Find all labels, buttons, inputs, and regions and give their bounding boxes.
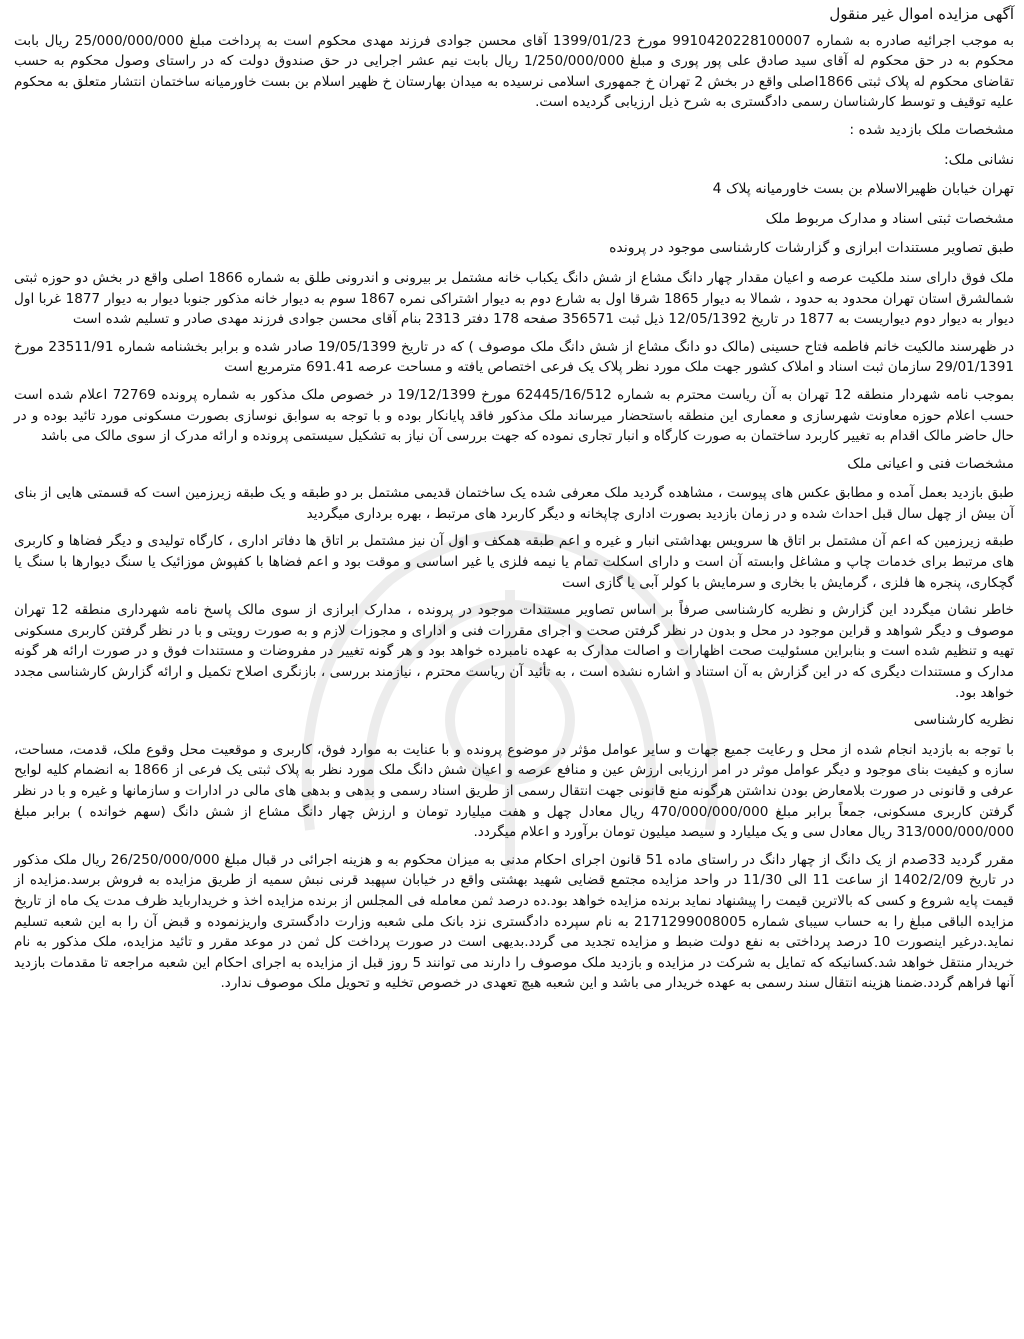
heading-address: نشانی ملک:	[943, 151, 1014, 168]
registry-note: طبق تصاویر مستندات ابرازی و گزارشات کارشناسی موجود در پرونده	[609, 240, 1014, 257]
opinion-paragraph: با توجه به بازدید انجام شده از محل و رعایت جمیع جهات و سایر عوامل مؤثر در موضوع پرونده و با عنایت به موارد فوق، کاربری و موقعیت محل وقوع ملک، قدمت، مساحت، سازه و کیفیت بنای موجود و دیگر عوامل موثر در امر ارزیابی ارزش عین و منافع عرصه و اعیان شش دانگ ملک مورد نظر به پلاک ثبتی یک فرعی از 1866 به انضمام کلیه لوایح عرفی و قانونی در صورت بلامعارض بودن نداشتن هرگونه منع قانونی جهت انتقال رسمی از طریق اسناد رسمی و بدهی و بدهی های مالی در ادارات و سازمانها و غیره و با در نظر گرفتن کاربری مسکونی، جمعاً برابر مبلغ 470/000/000/000 ریال معادل چهل و هفت میلیارد تومان و ارزش چهار دانگ مشاع از شش دانگ (سهم خوانده ) برابر مبلغ 313/000/000/000 ریال معادل سی و یک میلیارد و سیصد میلیون تومان برآورد و اعلام میگردد.	[14, 741, 1015, 841]
co-owner-paragraph: در ظهرسند مالکیت خانم فاطمه فتاح حسینی (مالک دو دانگ مشاع از شش دانگ ملک موصوف ) که در تاریخ 19/05/1399 صادر شده و برابر بخشنامه شماره 23511/91 مورخ 29/01/1391 سازمان ثبت اسناد و املاک کشور جهت ملک مورد نظر پلاک یک فرعی اختصاص یافته و مساحت عرصه 691.41 مترمربع است	[14, 338, 1014, 376]
heading-property-specs: مشخصات ملک بازدید شده :	[849, 121, 1014, 138]
notice-title: آگهی مزایده اموال غیر منقول	[829, 5, 1014, 23]
auction-terms-paragraph: مقرر گردید 33صدم از یک دانگ از چهار دانگ در راستای ماده 51 قانون اجرای احکام مدنی به میزان محکوم به و هزینه اجرائی در قبال مبلغ 26/250/000/000 ریال ملک مذکور در تاریخ 1402/2/09 از ساعت 11 الی 11/30 در واحد مزایده مجتمع قضایی شهید بهشتی واقع در خیابان سپهبد قرنی نبش سمیه از طریق مزایده به فروش برسد.مزایده از قیمت پایه شروع و کسی که بالاترین قیمت را پیشنهاد نماید برنده مزایده خواهد بود.ده درصد ثمن معامله فی المجلس از برنده مزایده اخذ و خریدارباید ظرف مدت یک ماه از تاریخ مزایده الباقی مبلغ را به حساب سیبای شماره 2171299008005 به نام سپرده دادگستری نزد بانک ملی شعبه وزارت دادگستری واریزنموده و قبض آن را به این شعبه تسلیم نماید.درغیر اینصورت 10 درصد پرداختی به نفع دولت ضبط و مزایده تجدید می گردد.بدیهی است در صورت پرداخت کل ثمن در موعد مقرر و تائید مزایده، ملک مذکور به نام خریدار منتقل خواهد شد.کسانیکه که تمایل به شرکت در مزایده و بازدید ملک موصوف را دارند می توانند 5 روز قبل از مزایده به اجرای احکام این شعبه مراجعه تا مقدمات بازدید آنها فراهم گردد.ضمنا هزینه انتقال سند رسمی به عهده خریدار می باشد و این شعبه هیچ تعهدی در خصوص تخلیه و تحویل ملک موصوف ندارد.	[14, 851, 1015, 992]
disclaimer-paragraph: خاطر نشان میگردد این گزارش و نظریه کارشناسی صرفاً بر اساس تصاویر مستندات موجود در پرونده ، مدارک ابرازی از سوی مالک پاسخ نامه شهرداری منطقه 12 تهران موصوف و دیگر شواهد و قراین موجود در محل و بدون در نظر گرفتن صحت و اجرای مقررات فنی و ادارای و مجوزات لازم و به صورت رویتی و با در نظر گرفتن کاربری مسکونی تهیه و تنظیم شده است و بنابراین مسئولیت صحت اظهارات و اصالت مدارک به عهده نامبرده خواهد بود و هر گونه تغییر در مفروضات و مستندات فوق و در صورت ارائه هر گونه مدارک و مستندات دیگری که در این گزارش به آن استناد و اشاره نشده است ، به تأئید آن ریاست محترم ، نیازمند بررسی ، بازنگری اصلاح تکمیل و ارائه گزارش کارشناسی مجدد خواهد بود.	[14, 602, 1014, 701]
municipality-paragraph: بموجب نامه شهردار منطقه 12 تهران به آن ریاست محترم به شماره 62445/16/512 مورخ 19/12/1399 در خصوص ملک مذکور به شماره پرونده 72769 اعلام شده است حسب اعلام حوزه معاونت شهرسازی و معماری این منطقه باستحضار میرساند ملک مذکور فاقد پایانکار بوده و با توجه به سوابق نوسازی بصورت مسکونی مورد تائید بوده و در حال حاضر مالک اقدام به تغییر کاربرد ساختمان به صورت کارگاه و انبار تجاری نموده که جهت بررسی آن نیاز به تشکیل سیستمی پرونده و ارائه مدرک از سوی مالک می باشد	[14, 386, 1014, 445]
heading-expert-opinion: نظریه کارشناسی	[913, 712, 1014, 729]
basement-paragraph: طبقه زیرزمین که اعم آن مشتمل بر اتاق ها سرویس بهداشتی انبار و غیره و اعم طبقه همکف و اول آن نیز مشتمل بر اتاق ها دفاتر اداری ، کارگاه تولیدی و دیگر فضاها و کاربری های مرتبط برای خدمات چاپ و مشاغل وابسته آن است و دارای اسکلت تمام یا نیمه فلزی یا غیر اساسی و موقت بود و اعم فضاها با کفپوش موزائیک یا سنگ دیوارها با سنگ یا گچکاری، پنجره ها فلزی ، گرمایش با بخاری و سرمایش با کولر آبی یا گازی است	[14, 533, 1014, 591]
heading-registry: مشخصات ثبتی اسناد و مدارک مربوط ملک	[765, 210, 1014, 227]
visit-paragraph: طبق بازدید بعمل آمده و مطابق عکس های پیوست ، مشاهده گردید ملک معرفی شده یک ساختمان قدیمی مشتمل بر دو طبقه و یک طبقه زیرزمین است که قسمتی هایی از بنای آن بیش از چهل سال قبل احداث شده و در زمان بازدید بصورت اداری چاپخانه و دیگر کاربرد های مرتبط ، بهره برداری میگردید	[14, 485, 1014, 522]
ownership-paragraph: ملک فوق دارای سند ملکیت عرصه و اعیان مقدار چهار دانگ مشاع از شش دانگ یکباب خانه مشتمل بر بیرونی و اندرونی طلق به شماره 1866 اصلی واقع در بخش دو حوزه ثبتی شمالشرق استان تهران محدود به حدود ، شمالا به دیوار 1865 شرقا اول به شارع دوم به دیوار اشتراکی نمره 1867 سوم به دیوار خانه مذکور جنوبا دیوار به دیوار 1877 غربا اول دیوار به دیوار دوم دیواریست به 1877 در تاریخ 12/05/1392 ذیل ثبت 356571 صفحه 178 دفتر 2313 بنام آقای محسن جوادی فرزند مهدی صادر و تسلیم شده است	[14, 269, 1015, 328]
property-address: تهران خیابان ظهیرالاسلام بن بست خاورمیانه پلاک 4	[712, 181, 1014, 198]
intro-paragraph: به موجب اجرائیه صادره به شماره 9910420228100007 مورخ 1399/01/23 آقای محسن جوادی فرزند مهدی محکوم است به پرداخت مبلغ 25/000/000/000 ریال بابت محکوم به در حق محکوم له آقای سید صادق علی پور پوری و مبلغ 1/250/000/000 ریال بابت نیم عشر اجرایی در حق صندوق دولت که در راستای وصول محکوم به حسب تقاضای محکوم له پلاک ثبتی 1866اصلی واقع در بخش 2 تهران خ جمهوری اسلامی نرسیده به میدان بهارستان خ ظهیر اسلام بن بست خاورمیانه ساختمان انتشار متعلق به محکوم علیه توقیف و توسط کارشناسان رسمی دادگستری به شرح ذیل ارزیابی گردیده است.	[14, 32, 1014, 111]
heading-technical-specs: مشخصات فنی و اعیانی ملک	[847, 455, 1014, 472]
